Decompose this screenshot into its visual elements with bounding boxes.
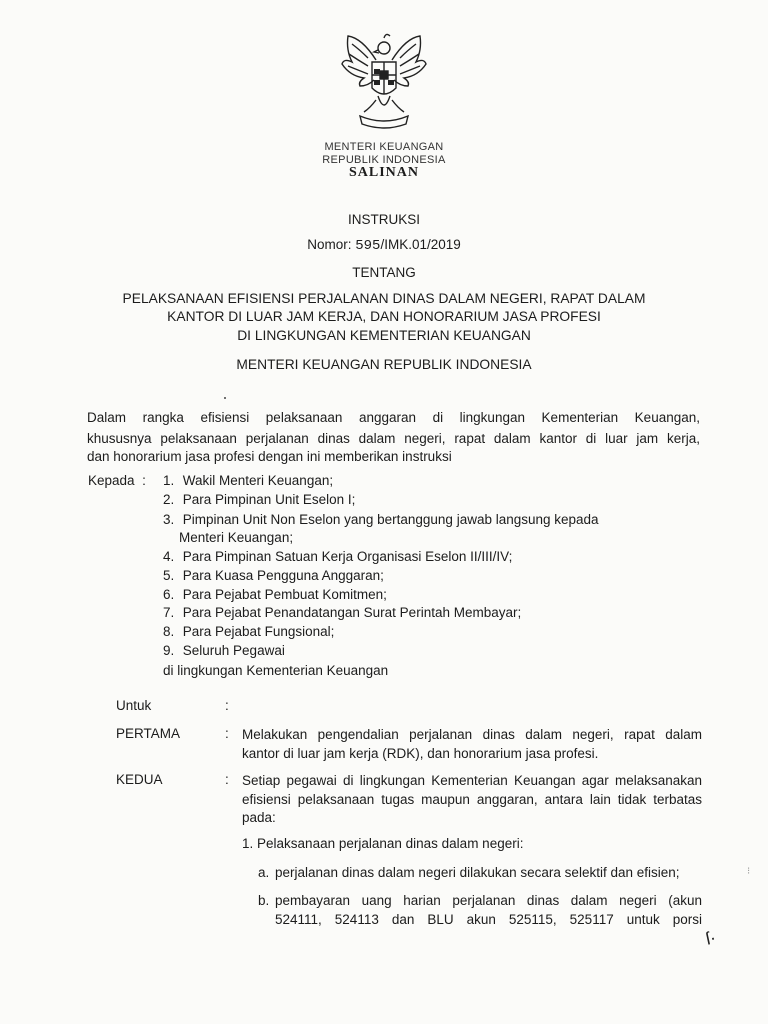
list-item: [163, 492, 355, 507]
list-item: [163, 643, 285, 658]
list-text: Para Pejabat Fungsional;: [182, 624, 335, 639]
list-item: [163, 605, 521, 620]
point-number: 1.: [242, 836, 254, 851]
list-item: [163, 473, 333, 488]
list-number: 2.: [163, 492, 175, 507]
list-item-continuation: Menteri Keuangan;: [179, 530, 294, 545]
intro-line-1: Dalam rangka efisiensi pelaksanaan anggaran di lingkungan Kementerian Keuangan,: [87, 410, 700, 425]
list-item: [163, 587, 387, 602]
list-number: 3.: [163, 512, 175, 527]
list-item: [163, 549, 512, 564]
untuk-colon: :: [225, 698, 229, 713]
list-text: Para Pimpinan Satuan Kerja Organisasi Eselon II/III/IV;: [182, 549, 513, 564]
list-text: Wakil Menteri Keuangan;: [182, 473, 334, 488]
kedua-label: KEDUA: [116, 772, 163, 787]
issuer-heading: MENTERI KEUANGAN REPUBLIK INDONESIA: [236, 357, 532, 372]
list-number: 5.: [163, 568, 175, 583]
list-item: [163, 568, 384, 583]
kepada-label: [88, 473, 146, 488]
kedua-text-line-2: efisiensi pelaksanaan tugas maupun anggaran, antara lain tidak terbatas: [242, 792, 702, 807]
kepada-colon: :: [142, 473, 146, 488]
intro-line-3: dan honorarium jasa profesi dengan ini memberikan instruksi: [87, 449, 452, 464]
kedua-sub-b-line-1: pembayaran uang harian perjalanan dinas dalam negeri (akun: [275, 893, 702, 908]
institution-line-2: REPUBLIK INDONESIA: [322, 154, 446, 166]
list-text: Para Kuasa Pengguna Anggaran;: [182, 568, 384, 583]
kedua-sub-a-text: perjalanan dinas dalam negeri dilakukan secara selektif dan efisien;: [275, 865, 680, 880]
kedua-sub-b-number: b.: [258, 893, 270, 908]
list-text: Para Pejabat Penandatangan Surat Perintah Membayar;: [182, 605, 522, 620]
list-number: 6.: [163, 587, 175, 602]
kedua-colon: :: [225, 772, 229, 787]
kedua-text-line-1: Setiap pegawai di lingkungan Kementerian Keuangan agar melaksanakan: [242, 773, 702, 788]
kedua-text-line-3: pada:: [242, 810, 276, 825]
nomor-label: Nomor:: [307, 237, 352, 252]
list-number: 9.: [163, 643, 175, 658]
list-item: [163, 512, 599, 527]
nomor-handwritten-number: 595: [355, 238, 381, 254]
list-number: 8.: [163, 624, 175, 639]
point-text: Pelaksanaan perjalanan dinas dalam negeri:: [257, 836, 524, 851]
page-edge-speck: ⁝: [747, 866, 751, 877]
list-text: Para Pimpinan Unit Eselon I;: [182, 492, 356, 507]
nomor-code: /IMK.01/2019: [380, 237, 461, 252]
list-number: 7.: [163, 605, 175, 620]
subject-line-2: KANTOR DI LUAR JAM KERJA, DAN HONORARIUM JASA PROFESI: [167, 309, 601, 324]
tentang-heading: TENTANG: [352, 265, 416, 280]
list-text: Seluruh Pegawai: [182, 643, 285, 658]
intro-line-2: khususnya pelaksanaan perjalanan dinas dalam negeri, rapat dalam kantor di luar jam kerja,: [87, 431, 700, 446]
copy-stamp: SALINAN: [348, 165, 419, 180]
kedua-point-1: [242, 836, 523, 851]
recipients-scope-note: di lingkungan Kementerian Keuangan: [163, 663, 389, 678]
list-text: Para Pejabat Pembuat Komitmen;: [182, 587, 387, 602]
pertama-label: PERTAMA: [116, 726, 181, 741]
list-item: [163, 624, 334, 639]
subject-line-1: PELAKSANAAN EFISIENSI PERJALANAN DINAS DALAM NEGERI, RAPAT DALAM: [122, 291, 646, 306]
list-number: 4.: [163, 549, 175, 564]
list-number: 1.: [163, 473, 175, 488]
scan-speck: [224, 397, 226, 399]
garuda-pancasila-emblem-icon: [334, 28, 434, 140]
list-text: Pimpinan Unit Non Eselon yang bertanggung jawab langsung kepada: [182, 512, 599, 527]
document-number: [0, 237, 768, 254]
paraf-initial-mark: ſ·: [703, 927, 718, 949]
subject-line-3: DI LINGKUNGAN KEMENTERIAN KEUANGAN: [237, 328, 531, 343]
kepada-label-text: Kepada: [88, 473, 135, 488]
untuk-label: Untuk: [116, 698, 152, 713]
kedua-sub-a-number: a.: [258, 865, 270, 880]
document-type: INSTRUKSI: [347, 212, 420, 227]
pertama-colon: :: [225, 726, 229, 741]
pertama-text-line-1: Melakukan pengendalian perjalanan dinas dalam negeri, rapat dalam: [242, 727, 702, 742]
kedua-sub-b-line-2: 524111, 524113 dan BLU akun 525115, 525117 untuk porsi: [275, 912, 702, 927]
institution-line-1: MENTERI KEUANGAN: [324, 141, 444, 153]
pertama-text-line-2: kantor di luar jam kerja (RDK), dan honorarium jasa profesi.: [242, 746, 599, 761]
